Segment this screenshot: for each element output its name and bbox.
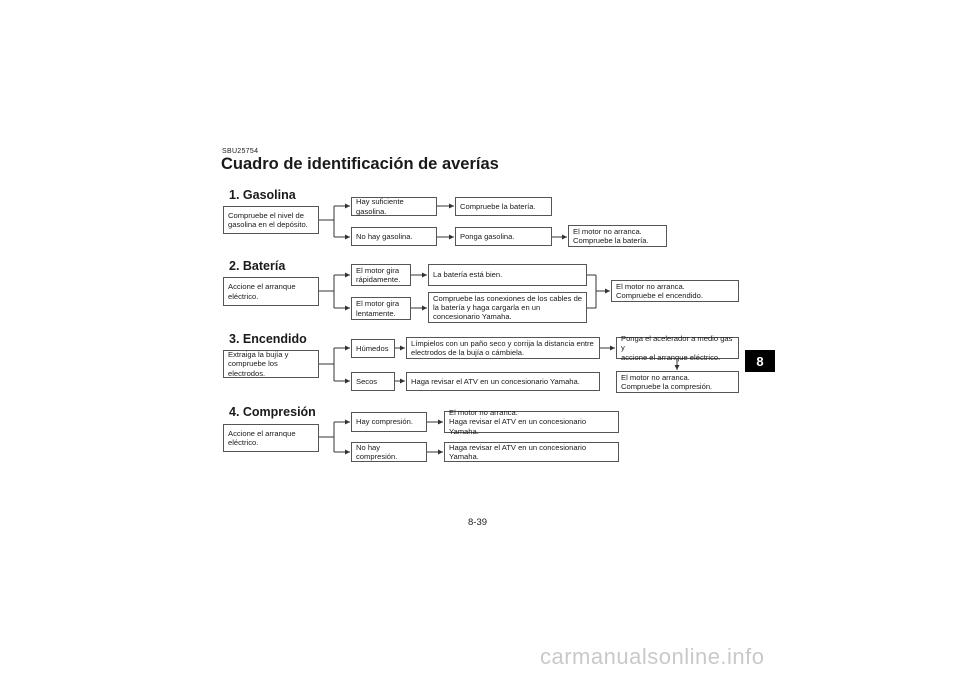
result-no-start-check-ignition: El motor no arranca. Compruebe el encendido. xyxy=(611,280,739,302)
result-dealer-service-compression: Haga revisar el ATV en un concesionario Yamaha. xyxy=(444,442,619,462)
step-check-fuel: Compruebe el nivel de gasolina en el depósito. xyxy=(223,206,319,234)
watermark: carmanualsonline.info xyxy=(540,644,765,669)
branch-wet: Húmedos xyxy=(351,339,395,358)
result-no-start-check-battery: El motor no arranca. Compruebe la batería. xyxy=(568,225,667,247)
result-no-start-check-compression: El motor no arranca. Compruebe la compresión. xyxy=(616,371,739,393)
chapter-tab: 8 xyxy=(745,350,775,372)
result-battery-ok: La batería está bien. xyxy=(428,264,587,286)
result-half-throttle-start: Ponga el acelerador a medio gas y accione el arranque eléctrico. xyxy=(616,337,739,359)
page-number: 8-39 xyxy=(468,517,488,528)
step-check-spark-plug: Extraiga la bujía y compruebe los electrodos. xyxy=(223,350,319,378)
page-title: Cuadro de identificación de averías xyxy=(221,155,499,173)
branch-turns-slow: El motor gira lentamente. xyxy=(351,297,411,320)
section-title-gasolina: 1. Gasolina xyxy=(229,188,296,202)
branch-no-compression: No hay compresión. xyxy=(351,442,427,462)
section-title-compresion: 4. Compresión xyxy=(229,405,316,419)
branch-no-fuel: No hay gasolina. xyxy=(351,227,437,246)
branch-turns-fast: El motor gira rápidamente. xyxy=(351,264,411,286)
branch-compression-ok: Hay compresión. xyxy=(351,412,427,432)
step-start-electric-2: Accione el arranque eléctrico. xyxy=(223,424,319,452)
branch-fuel-ok: Hay suficiente gasolina. xyxy=(351,197,437,216)
section-title-bateria: 2. Batería xyxy=(229,259,286,273)
result-add-fuel: Ponga gasolina. xyxy=(455,227,552,246)
result-no-start-dealer-service: El motor no arranca. Haga revisar el ATV en un concesionario Yamaha. xyxy=(444,411,619,433)
result-check-battery: Compruebe la batería. xyxy=(455,197,552,216)
document-code: SBU25754 xyxy=(222,148,259,155)
result-check-battery-cables: Compruebe las conexiones de los cables de la batería y haga cargarla en un concesionario Yamaha. xyxy=(428,292,587,323)
section-title-encendido: 3. Encendido xyxy=(229,332,307,346)
result-dealer-service-ignition: Haga revisar el ATV en un concesionario Yamaha. xyxy=(406,372,600,391)
step-start-electric: Accione el arranque eléctrico. xyxy=(223,277,319,306)
result-clean-spark-plug: Límpielos con un paño seco y corrija la distancia entre electrodos de la bujía o cámbiela. xyxy=(406,337,600,359)
branch-dry: Secos xyxy=(351,372,395,391)
